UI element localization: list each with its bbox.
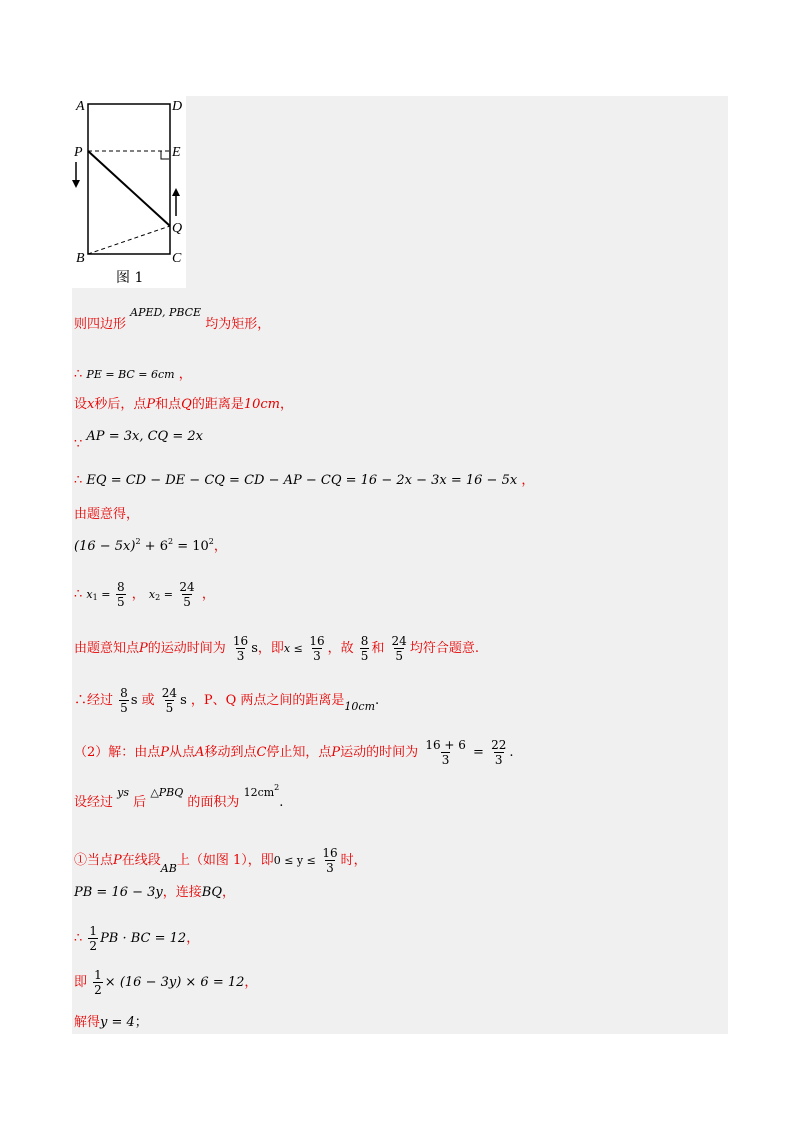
line-4: ∵ AP = 3x, CQ = 2x	[74, 429, 203, 452]
line-16: 即 $\frac{1}{2}$ × (16 − 3y) × 6 = 12，	[74, 968, 258, 997]
line-5: ∴ EQ = CD − DE − CQ = CD − AP − CQ = 16 − 2x − 3x = 16 − 5x ，	[74, 473, 535, 488]
label-E: E	[172, 145, 181, 160]
line-10: ∴经过 $\frac{8}{5}$ s 或 $\frac{24}{5}$ s ，P、Q 两点之间的距离是$_{10cm}$.	[74, 686, 380, 715]
line-17: 解得y = 4；	[74, 1015, 148, 1030]
line-7: $(16 - 5x)^2 + 6^2 = 10^2$，	[74, 537, 227, 554]
label-Q: Q	[172, 221, 183, 236]
rectangle-diagram	[72, 96, 186, 288]
label-A: A	[76, 99, 85, 114]
line-9: 由题意知点P的运动时间为 $\frac{16}{3}$ s，即x ≤ $\frac{16}{3}$ ，故 $\frac{8}{5}$ 和 $\frac{24}{5}$ 均符合题意.	[74, 634, 479, 663]
line-6: 由题意得，	[74, 507, 140, 522]
line-1: 则四边形 $^{APED, PBCE}$ 均为矩形，	[74, 306, 271, 332]
line-8: ∴ $x_1$ = $\frac{8}{5}$ ， $x_2$ = $\frac{24}{5}$ ，	[74, 580, 215, 609]
line-15: ∴ $\frac{1}{2}$ PB · BC = 12，	[74, 924, 200, 953]
line-3: 设x秒后，点P和点Q的距离是10cm，	[74, 397, 293, 412]
label-D: D	[172, 99, 183, 114]
line-11: （2）解：由点P从点A移动到点C停止知，点P运动的时间为 $\frac{16 + 6}{3}$ = $\frac{22}{3}$ .	[74, 738, 514, 767]
line-13: ①当点P在线段$_{AB}$上（如图 1），即0 ≤ y ≤ $\frac{16}{3}$ 时，	[74, 846, 367, 875]
label-P: P	[74, 145, 83, 160]
label-B: B	[76, 251, 85, 266]
line-12: 设经过 $^{ys}$ 后 $^{\triangle PBQ}$ 的面积为 $^{12cm^2}$.	[74, 783, 284, 810]
label-C: C	[172, 251, 182, 266]
line-2: ∴ PE = BC = 6cm ，	[74, 367, 192, 382]
figure-caption: 图 1	[116, 270, 144, 286]
figure-1	[72, 96, 186, 288]
line-14: PB = 16 − 3y，连接BQ，	[74, 885, 236, 900]
